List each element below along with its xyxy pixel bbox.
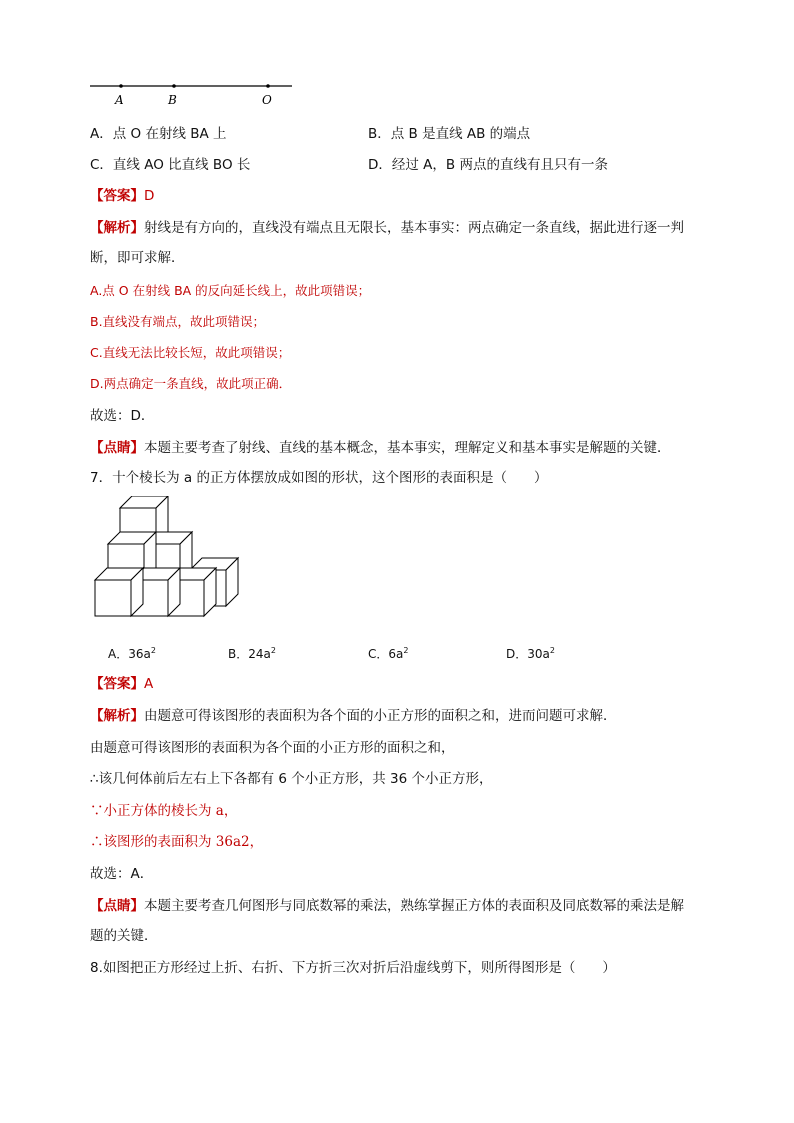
point-b xyxy=(172,84,176,88)
q7-analysis-label: 【解析】 xyxy=(90,708,144,724)
q6-option-b: B．点 B 是直线 AB 的端点 xyxy=(368,126,531,142)
q7-option-b: B．$24a^2$ xyxy=(228,646,276,661)
q6-analysis xyxy=(90,218,684,238)
q6-analysis-a: A.点 O 在射线 BA 的反向延长线上，故此项错误； xyxy=(90,283,371,298)
label-o: O xyxy=(262,93,272,107)
q6-option-c: C．直线 AO 比直线 BO 长 xyxy=(90,157,251,173)
cube xyxy=(95,568,143,616)
point-a xyxy=(119,84,123,88)
q7-analysis-l4: ∴该图形的表面积为 36a2， xyxy=(90,834,264,850)
cubes-figure xyxy=(90,496,250,636)
q6-answer xyxy=(90,186,154,206)
q7-analysis-l3: ∵小正方体的棱长为 a， xyxy=(90,803,238,819)
q6-analysis-cont: 断，即可求解． xyxy=(90,250,185,266)
q6-analysis-c: C.直线无法比较长短，故此项错误； xyxy=(90,345,291,360)
q7-answer xyxy=(90,674,153,694)
q7-choose: 故选：A． xyxy=(90,866,154,882)
q6-analysis-b: B.直线没有端点，故此项错误； xyxy=(90,314,266,329)
q6-analysis-d: D.两点确定一条直线，故此项正确． xyxy=(90,376,292,391)
q7-analysis xyxy=(90,706,617,726)
analysis-text: 射线是有方向的，直线没有端点且无限长，基本事实：两点确定一条直线，据此进行逐一判 xyxy=(144,220,684,236)
label-b: B xyxy=(168,93,177,107)
comment-label: 【点睛】 xyxy=(90,440,144,456)
q7-option-a: A．$36a^2$ xyxy=(108,646,156,661)
comment-text: 本题主要考查了射线、直线的基本概念，基本事实，理解定义和基本事实是解题的关键． xyxy=(144,440,671,456)
q7-option-d: D．$30a^2$ xyxy=(506,646,555,661)
q7-stem: 7．十个棱长为 a 的正方体摆放成如图的形状，这个图形的表面积是（ ） xyxy=(90,470,548,486)
q7-comment xyxy=(90,896,684,916)
q8-stem: 8.如图把正方形经过上折、右折、下方折三次对折后沿虚线剪下，则所得图形是（ ） xyxy=(90,960,616,976)
q7-analysis-l1: 由题意可得该图形的表面积为各个面的小正方形的面积之和， xyxy=(90,740,455,756)
q7-analysis-text: 由题意可得该图形的表面积为各个面的小正方形的面积之和，进而问题可求解． xyxy=(144,708,617,724)
label-a: A xyxy=(115,93,124,107)
answer-value: D xyxy=(144,188,155,204)
q7-comment-text: 本题主要考查几何图形与同底数幂的乘法，熟练掌握正方体的表面积及同底数幂的乘法是解 xyxy=(144,898,684,914)
q7-answer-label: 【答案】 xyxy=(90,676,144,692)
ray-figure xyxy=(88,78,318,108)
q6-option-d: D．经过 A，B 两点的直线有且只有一条 xyxy=(368,157,608,173)
q7-answer-value: A xyxy=(144,676,154,692)
q7-analysis-l2: ∴该几何体前后左右上下各都有 6 个小正方形，共 36 个小正方形， xyxy=(90,771,493,787)
answer-label: 【答案】 xyxy=(90,188,144,204)
q7-comment-label: 【点睛】 xyxy=(90,898,144,914)
q7-option-c: C．$6a^2$ xyxy=(368,646,409,661)
q6-comment xyxy=(90,438,671,458)
point-o xyxy=(266,84,270,88)
analysis-label: 【解析】 xyxy=(90,220,144,236)
q7-comment-cont: 题的关键． xyxy=(90,928,158,944)
q6-choose: 故选：D． xyxy=(90,408,155,424)
q6-option-a: A．点 O 在射线 BA 上 xyxy=(90,126,227,142)
